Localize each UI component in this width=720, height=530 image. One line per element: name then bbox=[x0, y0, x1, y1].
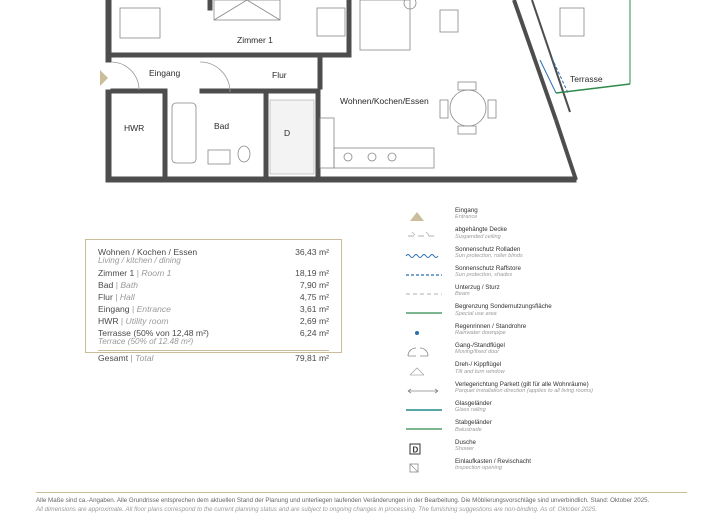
legend bbox=[404, 207, 634, 477]
legend-label-de: Glasgeländer bbox=[455, 399, 492, 407]
legend-item bbox=[404, 381, 634, 400]
floor-plan bbox=[0, 0, 720, 195]
legend-label-en: Suspended ceiling bbox=[455, 233, 501, 240]
area-name-en: Entrance bbox=[136, 303, 171, 314]
entrance-marker-icon bbox=[100, 70, 108, 86]
area-value: 2,69 m² bbox=[299, 315, 329, 326]
room-label-d: D bbox=[284, 128, 291, 138]
area-separator: | bbox=[115, 279, 118, 290]
legend-label-en: Glass railing bbox=[455, 407, 486, 414]
legend-item bbox=[404, 342, 634, 361]
area-name-en: Living / kitchen / dining bbox=[98, 256, 181, 266]
area-row-wohnen bbox=[98, 248, 329, 266]
dashed-blue-icon bbox=[404, 267, 444, 281]
legend-label-en: Moving/fixed door bbox=[455, 349, 500, 356]
legend-label-de: Einlaufkasten / Revischacht bbox=[455, 457, 532, 465]
legend-label-de: Sonnenschutz Rolladen bbox=[455, 245, 521, 253]
legend-label-de: Verlegerichtung Parkett (gilt für alle Wohnräume) bbox=[455, 380, 589, 388]
room-label-flur: Flur bbox=[272, 70, 287, 80]
area-separator: | bbox=[115, 291, 118, 302]
legend-label-en: Balustrade bbox=[455, 426, 482, 433]
legend-label-de: Dreh-/ Kippflügel bbox=[455, 361, 502, 369]
shower-d-icon bbox=[404, 441, 444, 455]
floor-plan-walls bbox=[106, 0, 576, 182]
area-name-de: Terrasse (50% von 12,48 m²) bbox=[98, 327, 209, 338]
footer-text-en: All dimensions are approximate. All floor plans correspond to the current planning status and are subject to ongoing changes in processing. The furnishing suggestions are non-binding. As of: Oktober 2025. bbox=[36, 505, 597, 513]
wave-line-icon bbox=[404, 248, 444, 262]
room-label-zimmer1: Zimmer 1 bbox=[237, 35, 273, 45]
legend-item bbox=[404, 246, 634, 265]
legend-item bbox=[404, 439, 634, 458]
legend-label-de: Dusche bbox=[455, 438, 476, 446]
legend-item bbox=[404, 419, 634, 438]
window-tilt-icon bbox=[404, 363, 444, 377]
area-value: 7,90 m² bbox=[299, 279, 329, 290]
legend-label-de: abgehängte Decke bbox=[455, 226, 507, 234]
green-line-2-icon bbox=[404, 421, 444, 435]
area-value: 79,81 m² bbox=[295, 353, 329, 363]
area-name-de: Eingang bbox=[98, 303, 130, 314]
area-row-bad bbox=[98, 281, 329, 290]
legend-label-de: Unterzug / Sturz bbox=[455, 284, 500, 292]
area-table bbox=[85, 239, 342, 363]
legend-item bbox=[404, 303, 634, 322]
legend-label-de: Sonnenschutz Raffstore bbox=[455, 264, 521, 272]
legend-item bbox=[404, 458, 634, 477]
area-name-en: Total bbox=[135, 353, 154, 363]
legend-item bbox=[404, 284, 634, 303]
legend-label-en: Sun protection, roller blinds bbox=[455, 252, 523, 259]
room-label-wohnen: Wohnen/Kochen/Essen bbox=[340, 96, 429, 106]
area-row-flur bbox=[98, 293, 329, 302]
area-separator: | bbox=[131, 303, 135, 314]
area-name-de: Bad bbox=[98, 279, 114, 290]
area-value: 4,75 m² bbox=[299, 291, 329, 302]
footer-rule bbox=[36, 492, 687, 493]
terrace-walls bbox=[514, 0, 630, 180]
area-name-en: Terrace (50% of 12.48 m²) bbox=[98, 337, 194, 347]
svg-text:D: D bbox=[412, 445, 419, 455]
area-name-de: Flur bbox=[98, 291, 113, 302]
area-name-de: Gesamt bbox=[98, 353, 129, 363]
area-value: 6,24 m² bbox=[299, 327, 329, 338]
area-row-eingang bbox=[98, 305, 329, 314]
area-name-en: Utility room bbox=[125, 315, 169, 326]
green-line-icon bbox=[404, 305, 444, 319]
dashed-grey-icon bbox=[404, 286, 444, 300]
legend-item bbox=[404, 361, 634, 380]
legend-label-en: Parquet installation direction (applies to all living rooms) bbox=[455, 387, 594, 394]
area-name-de: Wohnen / Kochen / Essen bbox=[98, 247, 198, 257]
blue-dot-icon bbox=[404, 325, 444, 339]
footer-disclaimer bbox=[36, 497, 716, 514]
legend-item bbox=[404, 400, 634, 419]
room-label-terrasse: Terrasse bbox=[570, 74, 603, 84]
area-name-en: Room 1 bbox=[141, 267, 172, 278]
area-row-zimmer1 bbox=[98, 269, 329, 278]
legend-item bbox=[404, 226, 634, 245]
legend-label-de: Regenrinnen / Standrohre bbox=[455, 322, 527, 330]
room-label-eingang: Eingang bbox=[149, 68, 181, 78]
door-swing-icon bbox=[404, 344, 444, 358]
legend-item bbox=[404, 265, 634, 284]
area-separator: | bbox=[120, 315, 124, 326]
area-separator: | bbox=[136, 267, 139, 278]
area-divider bbox=[98, 350, 329, 351]
legend-label-de: Begrenzung Sondernutzungsfläche bbox=[455, 303, 552, 311]
area-name-en: Bath bbox=[120, 279, 138, 290]
inspection-box-icon bbox=[404, 460, 444, 474]
legend-label-de: Eingang bbox=[455, 207, 478, 214]
legend-label-en: Entrance bbox=[455, 214, 478, 221]
dashed-ceiling-icon bbox=[404, 228, 444, 242]
area-row-total bbox=[98, 354, 329, 363]
area-row-hwr bbox=[98, 317, 329, 326]
legend-label-en: Shower bbox=[455, 445, 474, 452]
area-name-de: HWR bbox=[98, 315, 119, 326]
double-arrow-icon bbox=[404, 383, 444, 397]
legend-label-de: Stabgeländer bbox=[455, 419, 492, 427]
area-value: 18,19 m² bbox=[295, 267, 329, 278]
room-label-hwr: HWR bbox=[124, 123, 145, 133]
legend-item bbox=[404, 323, 634, 342]
legend-label-de: Gang-/Standflügel bbox=[455, 342, 505, 350]
area-value: 3,61 m² bbox=[299, 303, 329, 314]
legend-label-en: Rainwater downpipe bbox=[455, 330, 506, 337]
legend-item bbox=[404, 207, 634, 226]
area-name-de: Zimmer 1 bbox=[98, 267, 135, 278]
area-separator: | bbox=[130, 353, 133, 363]
area-value: 36,43 m² bbox=[295, 247, 329, 257]
legend-label-en: Sun protection, shades bbox=[455, 272, 513, 279]
legend-label-en: Special use area bbox=[455, 310, 497, 317]
room-label-bad: Bad bbox=[214, 121, 230, 131]
entrance-triangle-icon bbox=[404, 209, 444, 223]
legend-label-en: Tilt and turn window bbox=[455, 368, 505, 375]
teal-line-icon bbox=[404, 402, 444, 416]
area-name-en: Hall bbox=[119, 291, 135, 302]
area-row-terrasse bbox=[98, 329, 329, 347]
legend-label-en: Beam bbox=[455, 291, 470, 298]
legend-label-en: Inspection opening bbox=[455, 465, 502, 472]
footer-text-de: Alle Maße sind ca.-Angaben. Alle Grundrisse entsprechen dem aktuellen Stand der Planung und unterliegen laufenden Veränderungen in der Bearbeitung. Die Möblierungsvorschläge sind unverbindlich. Stand: Oktober 2025. bbox=[36, 497, 650, 504]
